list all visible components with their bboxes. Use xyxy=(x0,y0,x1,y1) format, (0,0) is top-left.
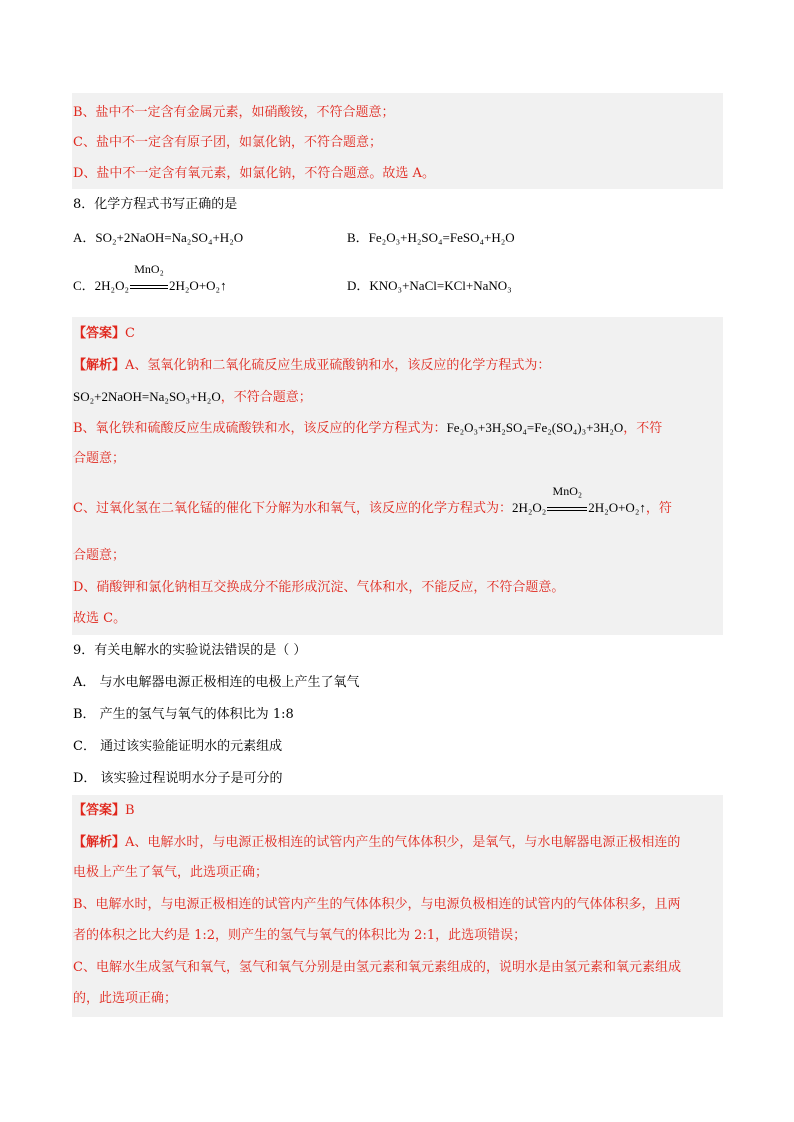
analysis-c-eq-left: 2H₂O₂ xyxy=(511,500,547,515)
analysis-a-text: A、氢氧化钠和二氧化硫反应生成亚硫酸钠和水，该反应的化学方程式为： xyxy=(125,358,551,373)
q9-answer xyxy=(73,802,135,820)
catalyst-label: MnO₂ xyxy=(134,262,164,276)
analysis-a-end: ，不符合题意； xyxy=(220,390,312,405)
q9-option-d: D． 该实验过程说明水分子是可分的 xyxy=(73,771,283,786)
catalyst-label: MnO₂ xyxy=(552,484,583,498)
catalyst-arrow xyxy=(130,262,168,295)
answer-label: 【答案】 xyxy=(73,326,126,341)
analysis-c-eq-right: 2H₂O+O₂↑ xyxy=(588,500,646,515)
q9-analysis-c-1: C、电解水生成氢气和氧气，氢气和氧气分别是由氢元素和氧元素组成的，说明水是由氢元素和氧元素组成 xyxy=(73,960,681,975)
catalyst-arrow xyxy=(547,484,587,517)
q8-analysis-a-eq xyxy=(73,388,312,407)
q9-analysis-c-2: 的，此选项正确； xyxy=(73,991,178,1006)
q9-stem: 9．有关电解水的实验说法错误的是（ ） xyxy=(73,643,307,658)
q9-option-b: B． 产生的氢气与氧气的体积比为 1:8 xyxy=(73,707,294,722)
analysis-c-text: C、过氧化氢在二氧化锰的催化下分解为水和氧气，该反应的化学方程式为： xyxy=(73,501,512,516)
q8-conclusion: 故选 C。 xyxy=(73,611,127,626)
q8-option-a: A．SO₂+2NaOH=Na₂SO₄+H₂O xyxy=(73,230,244,245)
q8-analysis-c-cont: 合题意； xyxy=(73,548,126,563)
q8-analysis-b xyxy=(73,419,662,438)
analysis-b-end: ，不符 xyxy=(623,421,663,436)
q9-option-a: A． 与水电解器电源正极相连的电极上产生了氧气 xyxy=(73,675,360,690)
analysis-a-1-text: A、电解水时，与电源正极相连的试管内产生的气体体积少，是氧气，与水电解器电源正极相连的 xyxy=(125,835,681,850)
answer-value: C xyxy=(125,326,135,341)
q9-analysis-a-2: 电极上产生了氧气，此选项正确； xyxy=(73,865,269,880)
q8-option-c-left: C．2H₂O₂ xyxy=(73,278,130,293)
analysis-b-text: B、氧化铁和硫酸反应生成硫酸铁和水，该反应的化学方程式为： xyxy=(73,421,447,436)
q8-option-d: D．KNO₃+NaCl=KCl+NaNO₃ xyxy=(347,278,512,293)
analysis-label: 【解析】 xyxy=(73,358,126,373)
q8-option-b: B．Fe₂O₃+H₂SO₄=FeSO₄+H₂O xyxy=(347,230,515,245)
analysis-b-equation: Fe₂O₃+3H₂SO₄=Fe₂(SO₄)₃+3H₂O xyxy=(446,420,624,435)
q8-analysis-a xyxy=(73,357,550,375)
analysis-a-equation: SO₂+2NaOH=Na₂SO₃+H₂O xyxy=(73,389,221,404)
analysis-c-end: ，符 xyxy=(645,501,672,516)
q7-analysis-c: C、盐中不一定含有原子团，如氯化钠，不符合题意； xyxy=(73,135,382,150)
q8-stem: 8．化学方程式书写正确的是 xyxy=(73,197,238,212)
q8-analysis-c xyxy=(73,484,672,518)
answer-value: B xyxy=(125,803,135,818)
q8-answer xyxy=(73,325,135,343)
q9-analysis-a-1 xyxy=(73,834,680,852)
q8-analysis-d: D、硝酸钾和氯化钠相互交换成分不能形成沉淀、气体和水，不能反应，不符合题意。 xyxy=(73,580,565,595)
analysis-label: 【解析】 xyxy=(73,835,126,850)
q7-analysis-d: D、盐中不一定含有氧元素，如氯化钠，不符合题意。故选 A。 xyxy=(73,166,435,181)
q7-analysis-b: B、盐中不一定含有金属元素，如硝酸铵，不符合题意； xyxy=(73,105,395,120)
q8-option-c xyxy=(73,262,227,295)
q9-analysis-b-1: B、电解水时，与电源正极相连的试管内产生的气体体积少，与电源负极相连的试管内的气体体积多，且两 xyxy=(73,897,681,912)
answer-label: 【答案】 xyxy=(73,803,126,818)
q9-analysis-b-2: 者的体积之比大约是 1:2，则产生的氢气与氧气的体积比为 2:1，此选项错误； xyxy=(73,928,527,943)
q9-option-c: C． 通过该实验能证明水的元素组成 xyxy=(73,739,283,754)
q8-analysis-b-cont: 合题意； xyxy=(73,451,126,466)
q8-option-c-right: 2H₂O+O₂↑ xyxy=(169,278,227,293)
